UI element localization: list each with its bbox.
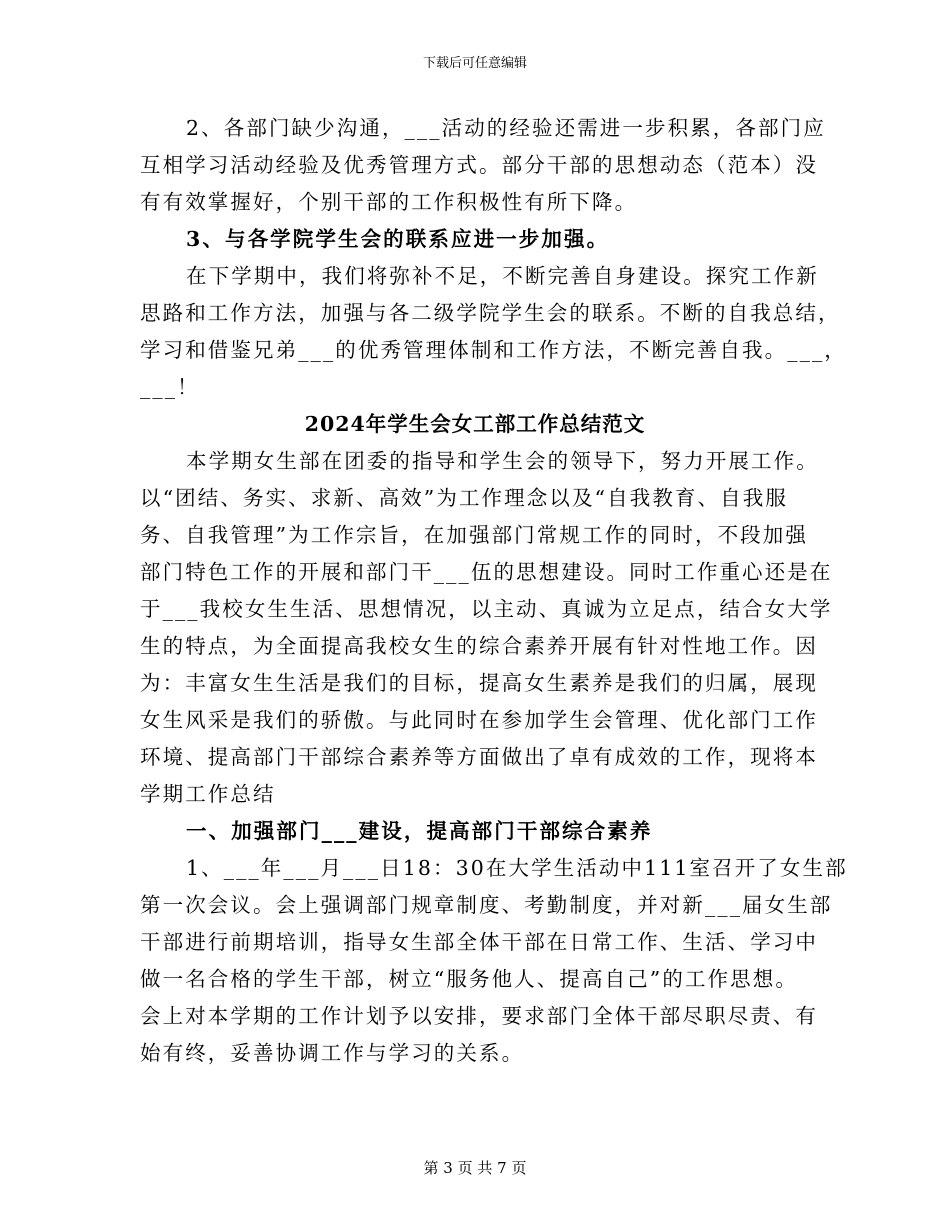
text-line: 部门特色工作的开展和部门干___伍的思想建设。同时工作重心还是在 <box>140 560 833 584</box>
section-heading: 3、与各学院学生会的联系应进一步加强。 <box>186 227 610 251</box>
text-line: 以“团结、务实、求新、高效”为工作理念以及“自我教育、自我服 <box>140 486 788 510</box>
document-body <box>140 110 848 1072</box>
text-line: 1、___年___月___日18：30在大学生活动中111室召开了女生部 <box>186 856 848 880</box>
text-line: 2、各部门缺少沟通，___活动的经验还需进一步积累，各部门应 <box>186 116 826 140</box>
text-line: 会上对本学期的工作计划予以安排，要求部门全体干部尽职尽责、有 <box>140 1004 818 1028</box>
text-line: 第一次会议。会上强调部门规章制度、考勤制度，并对新___届女生部 <box>140 893 833 917</box>
text-line: 始有终，妥善协调工作与学习的关系。 <box>140 1041 525 1065</box>
text-line: 做一名合格的学生干部，树立“服务他人、提高自己”的工作思想。 <box>140 967 798 991</box>
text-line: 务、自我管理”为工作宗旨，在加强部门常规工作的同时，不段加强 <box>140 523 808 547</box>
text-line: 思路和工作方法，加强与各二级学院学生会的联系。不断的自我总结， <box>140 301 841 325</box>
page-footer: 第 3 页 共 7 页 <box>423 1159 527 1177</box>
text-line: 学期工作总结 <box>140 782 276 806</box>
text-line: 干部进行前期培训，指导女生部全体干部在日常工作、生活、学习中 <box>140 930 818 954</box>
text-line: 女生风采是我们的骄傲。与此同时在参加学生会管理、优化部门工作 <box>140 708 818 732</box>
text-line: 有有效掌握好，个别干部的工作积极性有所下降。 <box>140 190 638 214</box>
text-line: 本学期女生部在团委的指导和学生会的领导下，努力开展工作。 <box>186 449 819 473</box>
text-line: 于___我校女生生活、思想情况，以主动、真诚为立足点，结合女大学 <box>140 597 833 621</box>
text-line: 为：丰富女生生活是我们的目标，提高女生素养是我们的归属，展现 <box>140 671 818 695</box>
text-line: 互相学习活动经验及优秀管理方式。部分干部的思想动态（范本）没 <box>140 153 818 177</box>
text-line: 环境、提高部门干部综合素养等方面做出了卓有成效的工作，现将本 <box>140 745 818 769</box>
text-line: 在下学期中，我们将弥补不足，不断完善自身建设。探究工作新 <box>186 264 819 288</box>
section-heading: 一、加强部门___建设，提高部门干部综合素养 <box>186 819 653 843</box>
page-header: 下载后可任意编辑 <box>422 56 527 71</box>
text-line: 学习和借鉴兄弟___的优秀管理体制和工作方法，不断完善自我。___， <box>140 338 847 362</box>
text-line: ___！ <box>140 375 200 399</box>
section-title: 2024年学生会女工部工作总结范文 <box>304 412 646 436</box>
text-line: 生的特点，为全面提高我校女生的综合素养开展有针对性地工作。因 <box>140 634 818 658</box>
